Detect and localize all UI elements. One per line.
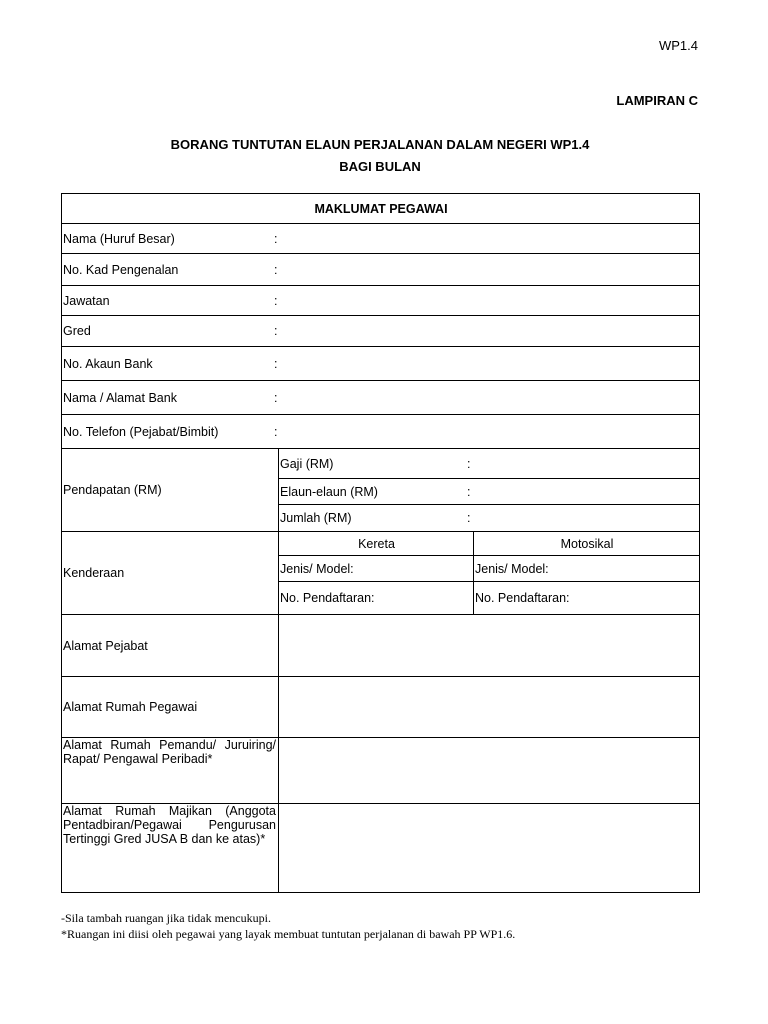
row-office-address (62, 615, 700, 677)
allowances-label: Elaun-elaun (RM) (280, 484, 378, 499)
row-driver-address (62, 738, 700, 804)
colon: : (274, 293, 278, 308)
bank-account-label: No. Akaun Bank (63, 356, 153, 371)
office-address-field[interactable] (279, 615, 700, 677)
colon: : (274, 390, 278, 405)
footnote-1: -Sila tambah ruangan jika tidak mencukupi. (61, 911, 271, 925)
car-registration-field[interactable]: No. Pendaftaran: (279, 582, 474, 615)
appendix-label: LAMPIRAN C (616, 93, 698, 108)
car-header: Kereta (279, 532, 474, 556)
colon: : (274, 356, 278, 371)
income-label: Pendapatan (RM) (62, 449, 279, 532)
grade-label: Gred (63, 324, 91, 338)
form-title-line-1: BORANG TUNTUTAN ELAUN PERJALANAN DALAM NEGERI WP1.4 (170, 137, 590, 152)
home-address-field[interactable] (279, 677, 700, 738)
row-salary (62, 449, 700, 479)
driver-address-field[interactable] (279, 738, 700, 804)
row-grade (62, 316, 700, 347)
colon: : (274, 324, 278, 338)
row-name (62, 224, 700, 254)
salary-label: Gaji (RM) (280, 456, 334, 471)
motorcycle-registration-field[interactable]: No. Pendaftaran: (474, 582, 700, 615)
row-vehicle-header (62, 532, 700, 556)
section-header: MAKLUMAT PEGAWAI (62, 194, 700, 224)
position-label: Jawatan (63, 293, 110, 308)
colon: : (274, 231, 278, 246)
row-bank-account (62, 347, 700, 381)
row-bank-name (62, 381, 700, 415)
name-label: Nama (Huruf Besar) (63, 231, 175, 246)
phone-label: No. Telefon (Pejabat/Bimbit) (63, 424, 219, 439)
row-employer-address (62, 804, 700, 893)
officer-info-table (61, 193, 700, 893)
vehicle-label: Kenderaan (62, 532, 279, 615)
footnote-2: *Ruangan ini diisi oleh pegawai yang layak membuat tuntutan perjalanan di bawah PP WP1.6. (61, 927, 516, 941)
row-home-address (62, 677, 700, 738)
office-address-label: Alamat Pejabat (62, 615, 279, 677)
home-address-label: Alamat Rumah Pegawai (62, 677, 279, 738)
form-title-line-2: BAGI BULAN (339, 159, 421, 174)
employer-address-field[interactable] (279, 804, 700, 893)
footnotes (61, 910, 515, 942)
form-title (0, 134, 760, 178)
ic-label: No. Kad Pengenalan (63, 262, 179, 277)
motorcycle-header: Motosikal (474, 532, 700, 556)
employer-address-label: Alamat Rumah Majikan (Anggota Pentadbiran/Pegawai Pengurusan Tertinggi Gred JUSA B dan ke atas)* (62, 804, 279, 893)
driver-address-label: Alamat Rumah Pemandu/ Juruiring/ Rapat/ Pengawal Peribadi* (62, 738, 279, 804)
car-model-field[interactable]: Jenis/ Model: (279, 556, 474, 582)
colon: : (274, 424, 278, 439)
motorcycle-model-field[interactable]: Jenis/ Model: (474, 556, 700, 582)
bank-name-label: Nama / Alamat Bank (63, 390, 177, 405)
row-position (62, 286, 700, 316)
colon: : (467, 511, 471, 525)
row-ic (62, 254, 700, 286)
document-code: WP1.4 (658, 38, 698, 53)
colon: : (467, 456, 471, 471)
total-label: Jumlah (RM) (280, 511, 352, 525)
row-phone (62, 415, 700, 449)
colon: : (467, 484, 471, 499)
colon: : (274, 262, 278, 277)
